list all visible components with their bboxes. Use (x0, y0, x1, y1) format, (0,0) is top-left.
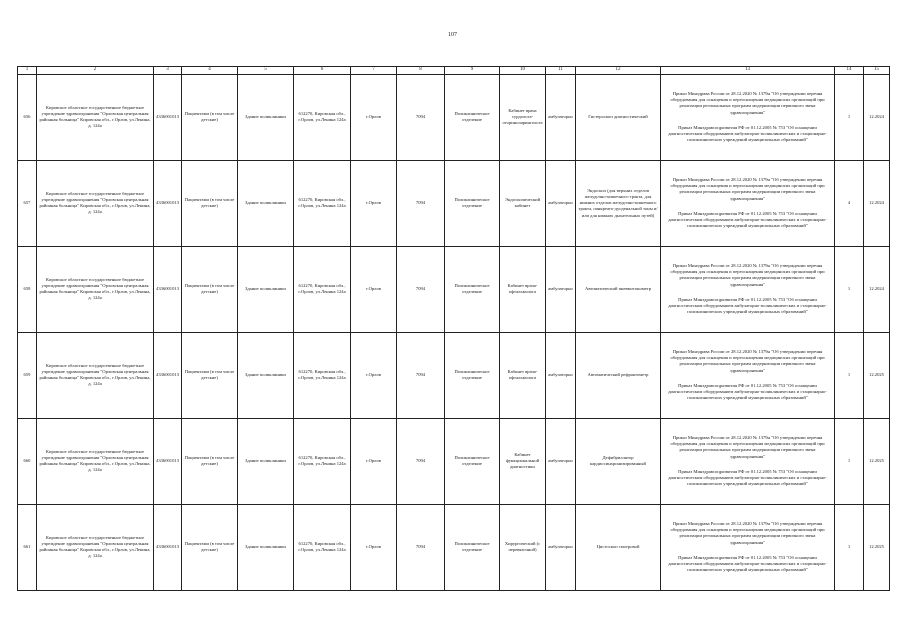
city: г.Орлов (351, 332, 397, 418)
table-row (18, 74, 890, 160)
column-number: 11 (546, 67, 576, 75)
row-number: 661 (18, 504, 37, 590)
quantity: 1 (835, 246, 864, 332)
care-mode: амбулаторно (546, 504, 576, 590)
city: г.Орлов (351, 246, 397, 332)
postal-address: 612270, Кировская обл., г.Орлов, ул.Ленина 124а (294, 418, 351, 504)
table-row (18, 332, 890, 418)
column-number: 5 (238, 67, 294, 75)
order-minzdrav-1379n: Приказ Минздрава России от 28.12.2020 № 1379н "Об утверждении перечня оборудования для оснащения и переоснащения медицинских организаций при реализации региональных программ модернизации первичного звена здравоохранения" (670, 435, 825, 459)
delivery-date: 12.2025 (864, 418, 890, 504)
patient-category: Пациентами (в том числе детские) (182, 246, 238, 332)
order-minzdravsoc-753: Приказ Минздравсоцразвития РФ от 01.12.2005 № 753 "Об оснащении диагностическим оборудованием амбулаторно-поликлинических и стационарно-поликлинических учреждений муниципальных образований" (668, 468, 827, 487)
order-minzdrav-1379n: Приказ Минздрава России от 28.12.2020 № 1379н "Об утверждении перечня оборудования для оснащения и переоснащения медицинских организаций при реализации региональных программ модернизации первичного звена здравоохранения" (670, 263, 825, 287)
delivery-date: 12.2024 (864, 74, 890, 160)
patient-category: Пациентами (в том числе детские) (182, 332, 238, 418)
column-number: 10 (500, 67, 546, 75)
postal-address: 612270, Кировская обл., г.Орлов, ул.Ленина 124а (294, 246, 351, 332)
order-minzdravsoc-753: Приказ Минздравсоцразвития РФ от 01.12.2005 № 753 "Об оснащении диагностическим оборудованием амбулаторно-поликлинических и стационарно-поликлинических учреждений муниципальных образований" (668, 210, 827, 229)
legal-basis (661, 418, 835, 504)
delivery-date: 12.2025 (864, 332, 890, 418)
order-minzdrav-1379n: Приказ Минздрава России от 28.12.2020 № 1379н "Об утверждении перечня оборудования для оснащения и переоснащения медицинских организаций при реализации региональных программ модернизации первичного звена здравоохранения" (670, 91, 825, 115)
legal-basis (661, 246, 835, 332)
row-number: 658 (18, 246, 37, 332)
delivery-date: 12.2024 (864, 246, 890, 332)
legal-basis (661, 74, 835, 160)
order-minzdravsoc-753: Приказ Минздравсоцразвития РФ от 01.12.2005 № 753 "Об оснащении диагностическим оборудованием амбулаторно-поликлинических и стационарно-поликлинических учреждений муниципальных образований" (668, 382, 827, 401)
equipment-name: Дефибриллятор кардиосинхронизированный (576, 418, 661, 504)
quantity: 1 (835, 74, 864, 160)
row-number: 660 (18, 418, 37, 504)
department: Поликлиническое отделение (445, 332, 500, 418)
inn-code: 4336001013 (154, 418, 182, 504)
care-mode: амбулаторно (546, 418, 576, 504)
room: Кабинет врача-офтальмолога (500, 332, 546, 418)
column-number: 14 (835, 67, 864, 75)
postal-address: 612270, Кировская обл., г.Орлов, ул.Ленина 124а (294, 74, 351, 160)
department: Поликлиническое отделение (445, 160, 500, 246)
patient-category: Пациентами (в том числе детские) (182, 160, 238, 246)
page-number: 107 (448, 32, 457, 38)
quantity: 1 (835, 418, 864, 504)
organization-name: Кировское областное государственное бюджетное учреждение здравоохранения "Орловская центральная районная больница" Кировская обл., г.Орлов, ул.Ленина, д. 124а (37, 74, 154, 160)
quantity: 1 (835, 332, 864, 418)
column-number: 4 (182, 67, 238, 75)
column-number: 8 (397, 67, 445, 75)
column-number: 12 (576, 67, 661, 75)
room: Эндоскопический кабинет (500, 160, 546, 246)
equipment-name: Цистоскоп смотровой (576, 504, 661, 590)
oktmo-code: 7094 (397, 504, 445, 590)
building-name: Здание поликлиники (238, 504, 294, 590)
column-number: 6 (294, 67, 351, 75)
delivery-date: 12.2025 (864, 504, 890, 590)
equipment-table (17, 66, 890, 591)
organization-name: Кировское областное государственное бюджетное учреждение здравоохранения "Орловская центральная районная больница" Кировская обл., г.Орлов, ул.Ленина, д. 124а (37, 418, 154, 504)
column-numbers-row (18, 67, 890, 75)
order-minzdravsoc-753: Приказ Минздравсоцразвития РФ от 01.12.2005 № 753 "Об оснащении диагностическим оборудованием амбулаторно-поликлинических и стационарно-поликлинических учреждений муниципальных образований" (668, 124, 827, 143)
column-number: 13 (661, 67, 835, 75)
department: Поликлиническое отделение (445, 504, 500, 590)
patient-category: Пациентами (в том числе детские) (182, 504, 238, 590)
equipment-name: Автоматический пневмотонометр (576, 246, 661, 332)
legal-basis (661, 160, 835, 246)
care-mode: амбулаторно (546, 246, 576, 332)
building-name: Здание поликлиники (238, 246, 294, 332)
patient-category: Пациентами (в том числе детские) (182, 418, 238, 504)
column-number: 9 (445, 67, 500, 75)
city: г.Орлов (351, 504, 397, 590)
equipment-name: Эндоскоп (для верхних отделов желудочно-кишечного тракта, для нижних отделов желудочно-кишечного тракта, панкреато-дуоденальной зоны и/или для нижних дыхательных путей) (576, 160, 661, 246)
column-number: 7 (351, 67, 397, 75)
legal-basis (661, 504, 835, 590)
organization-name: Кировское областное государственное бюджетное учреждение здравоохранения "Орловская центральная районная больница" Кировская обл., г.Орлов, ул.Ленина, д. 124а (37, 332, 154, 418)
care-mode: амбулаторно (546, 160, 576, 246)
oktmo-code: 7094 (397, 332, 445, 418)
organization-name: Кировское областное государственное бюджетное учреждение здравоохранения "Орловская центральная районная больница" Кировская обл., г.Орлов, ул.Ленина, д. 124а (37, 246, 154, 332)
city: г.Орлов (351, 160, 397, 246)
oktmo-code: 7094 (397, 418, 445, 504)
organization-name: Кировское областное государственное бюджетное учреждение здравоохранения "Орловская центральная районная больница" Кировская обл., г.Орлов, ул.Ленина, д. 124а (37, 504, 154, 590)
inn-code: 4336001013 (154, 332, 182, 418)
inn-code: 4336001013 (154, 74, 182, 160)
city: г.Орлов (351, 418, 397, 504)
row-number: 656 (18, 74, 37, 160)
equipment-name: Автоматический рефрактометр (576, 332, 661, 418)
room: Кабинет врача сурдолога-оториноларинголога (500, 74, 546, 160)
column-number: 1 (18, 67, 37, 75)
row-number: 659 (18, 332, 37, 418)
building-name: Здание поликлиники (238, 418, 294, 504)
building-name: Здание поликлиники (238, 74, 294, 160)
order-minzdrav-1379n: Приказ Минздрава России от 28.12.2020 № 1379н "Об утверждении перечня оборудования для оснащения и переоснащения медицинских организаций при реализации региональных программ модернизации первичного звена здравоохранения" (670, 349, 825, 373)
inn-code: 4336001013 (154, 246, 182, 332)
table-row (18, 246, 890, 332)
oktmo-code: 7094 (397, 246, 445, 332)
table-row (18, 504, 890, 590)
organization-name: Кировское областное государственное бюджетное учреждение здравоохранения "Орловская центральная районная больница" Кировская обл., г.Орлов, ул.Ленина, д. 124а (37, 160, 154, 246)
quantity: 4 (835, 160, 864, 246)
postal-address: 612270, Кировская обл., г.Орлов, ул.Ленина 124а (294, 504, 351, 590)
legal-basis (661, 332, 835, 418)
quantity: 1 (835, 504, 864, 590)
equipment-name: Гистероскоп диагностический (576, 74, 661, 160)
patient-category: Пациентами (в том числе детские) (182, 74, 238, 160)
inn-code: 4336001013 (154, 504, 182, 590)
inn-code: 4336001013 (154, 160, 182, 246)
room: Хирургический (с перевязочной) (500, 504, 546, 590)
table-row (18, 418, 890, 504)
room: Кабинет функциональной диагностики (500, 418, 546, 504)
row-number: 657 (18, 160, 37, 246)
city: г.Орлов (351, 74, 397, 160)
care-mode: амбулаторно (546, 332, 576, 418)
oktmo-code: 7094 (397, 160, 445, 246)
building-name: Здание поликлиники (238, 160, 294, 246)
order-minzdravsoc-753: Приказ Минздравсоцразвития РФ от 01.12.2005 № 753 "Об оснащении диагностическим оборудованием амбулаторно-поликлинических и стационарно-поликлинических учреждений муниципальных образований" (668, 554, 827, 573)
column-number: 3 (154, 67, 182, 75)
column-number: 2 (37, 67, 154, 75)
order-minzdrav-1379n: Приказ Минздрава России от 28.12.2020 № 1379н "Об утверждении перечня оборудования для оснащения и переоснащения медицинских организаций при реализации региональных программ модернизации первичного звена здравоохранения" (670, 521, 825, 545)
postal-address: 612270, Кировская обл., г.Орлов, ул.Ленина 124а (294, 332, 351, 418)
room: Кабинет врача-офтальмолога (500, 246, 546, 332)
department: Поликлиническое отделение (445, 74, 500, 160)
order-minzdrav-1379n: Приказ Минздрава России от 28.12.2020 № 1379н "Об утверждении перечня оборудования для оснащения и переоснащения медицинских организаций при реализации региональных программ модернизации первичного звена здравоохранения" (670, 177, 825, 201)
postal-address: 612270, Кировская обл., г.Орлов, ул.Ленина 124а (294, 160, 351, 246)
oktmo-code: 7094 (397, 74, 445, 160)
table-row (18, 160, 890, 246)
building-name: Здание поликлиники (238, 332, 294, 418)
column-number: 15 (864, 67, 890, 75)
order-minzdravsoc-753: Приказ Минздравсоцразвития РФ от 01.12.2005 № 753 "Об оснащении диагностическим оборудованием амбулаторно-поликлинических и стационарно-поликлинических учреждений муниципальных образований" (668, 296, 827, 315)
department: Поликлиническое отделение (445, 246, 500, 332)
department: Поликлиническое отделение (445, 418, 500, 504)
delivery-date: 12.2024 (864, 160, 890, 246)
care-mode: амбулаторно (546, 74, 576, 160)
